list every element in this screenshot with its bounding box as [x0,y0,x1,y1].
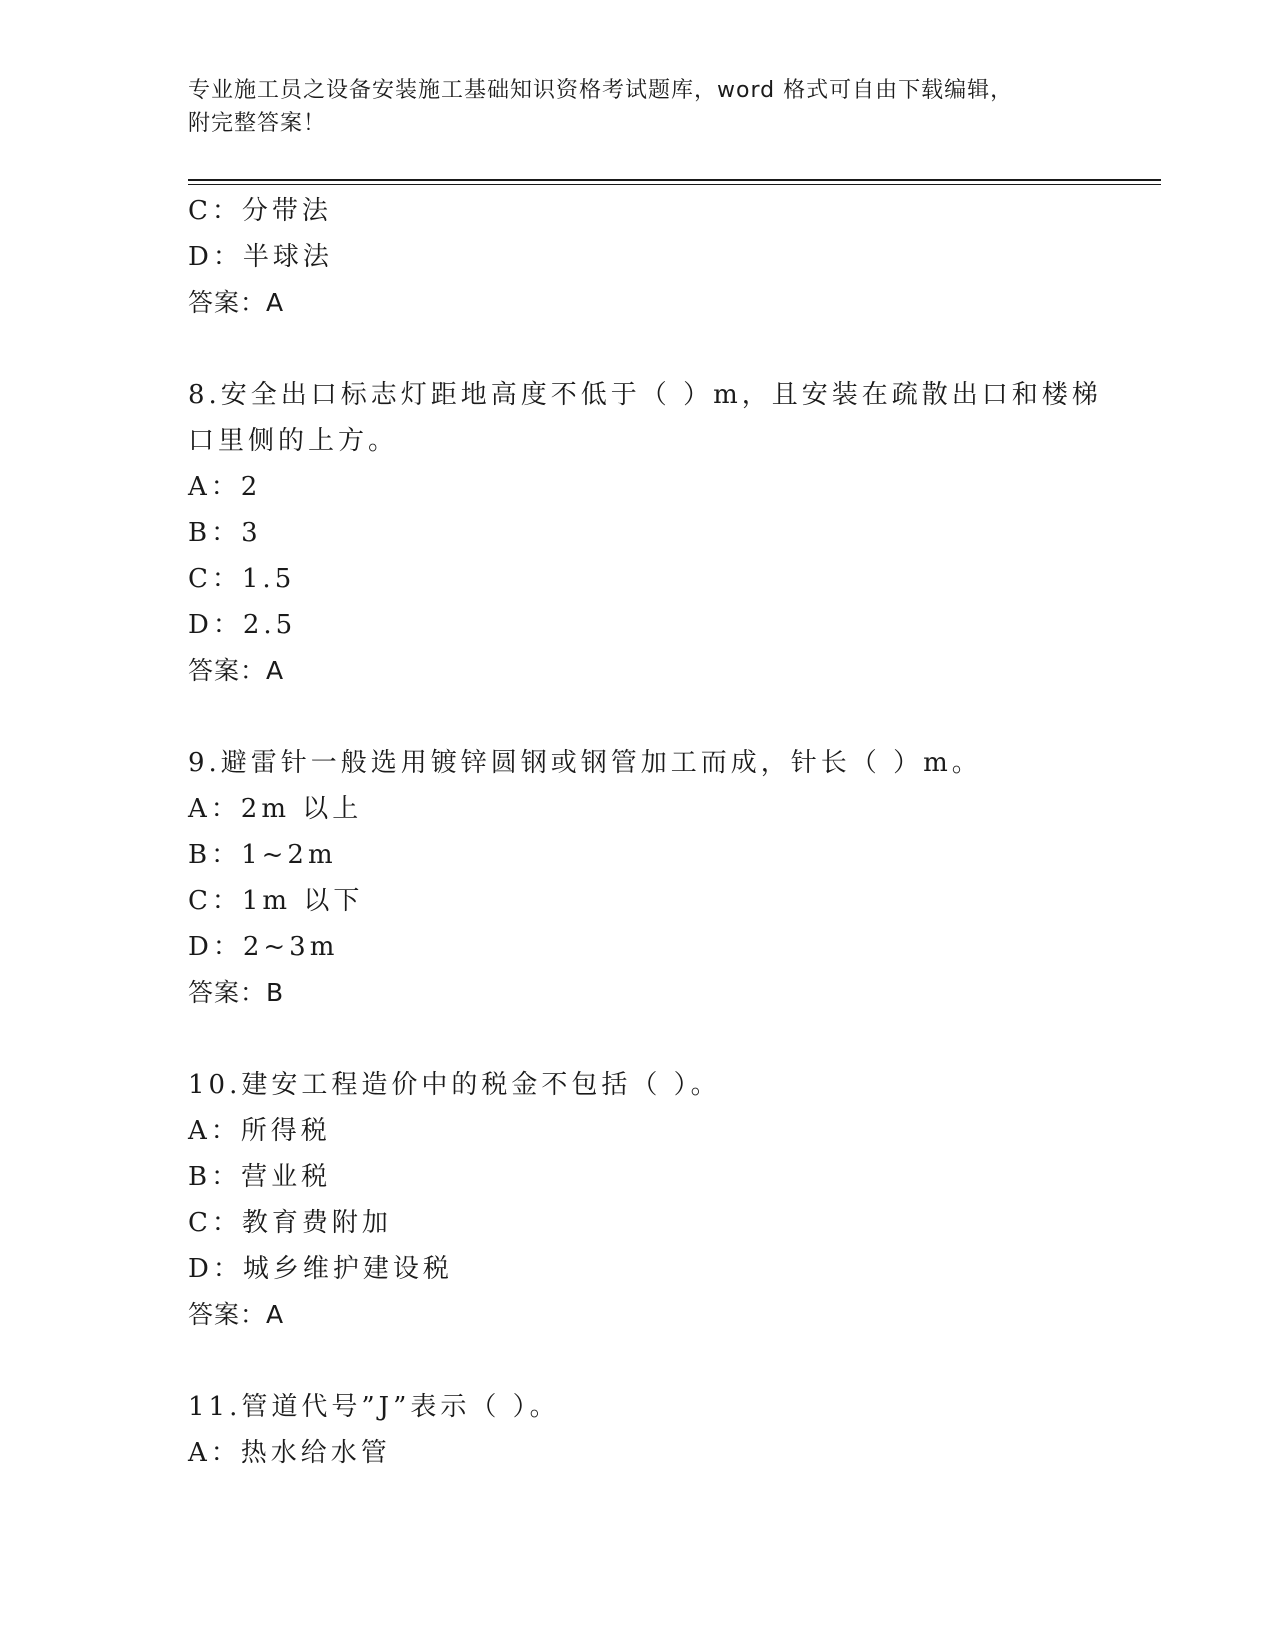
question-stem: 11.管道代号”J”表示（ ）。 [188,1392,560,1422]
option-d: D：2~3m [188,932,339,962]
option-a: A：热水给水管 [188,1438,391,1468]
question-11 [188,1384,1148,1476]
option-c: C：分带法 [188,196,332,226]
option-d: D：城乡维护建设税 [188,1254,453,1284]
question-stem: 8.安全出口标志灯距地高度不低于（ ）m，且安装在疏散出口和楼梯 [188,380,1102,410]
option-d: D：2.5 [188,610,297,640]
option-b: B：3 [188,518,262,548]
question-8 [188,372,1148,694]
option-a: A：2 [188,472,262,502]
answer: 答案：A [188,288,285,317]
header-rule-thick [188,179,1161,181]
lead-question-fragment [188,188,1148,326]
question-stem: 10.建安工程造价中的税金不包括（ ）。 [188,1070,721,1100]
header-line-1: 专业施工员之设备安装施工基础知识资格考试题库，word 格式可自由下载编辑， [188,78,1014,103]
option-c: C：教育费附加 [188,1208,392,1238]
option-c: C：1m 以下 [188,886,364,916]
answer: 答案：B [188,978,285,1007]
answer: 答案：A [188,1300,285,1329]
header-rule-thin [188,184,1161,185]
option-b: B：营业税 [188,1162,332,1192]
spacer [188,1338,1148,1384]
option-a: A：2m 以上 [188,794,363,824]
spacer [188,326,1148,372]
answer: 答案：A [188,656,285,685]
question-9 [188,740,1148,1016]
question-list [188,188,1148,1476]
spacer [188,1016,1148,1062]
option-b: B：1~2m [188,840,337,870]
document-header [188,74,1088,140]
question-stem: 9.避雷针一般选用镀锌圆钢或钢管加工而成，针长（ ）m。 [188,748,982,778]
header-line-2: 附完整答案！ [188,111,327,136]
option-c: C：1.5 [188,564,296,594]
question-10 [188,1062,1148,1338]
spacer [188,694,1148,740]
option-d: D：半球法 [188,242,333,272]
question-stem-cont: 口里侧的上方。 [188,426,399,456]
option-a: A：所得税 [188,1116,331,1146]
